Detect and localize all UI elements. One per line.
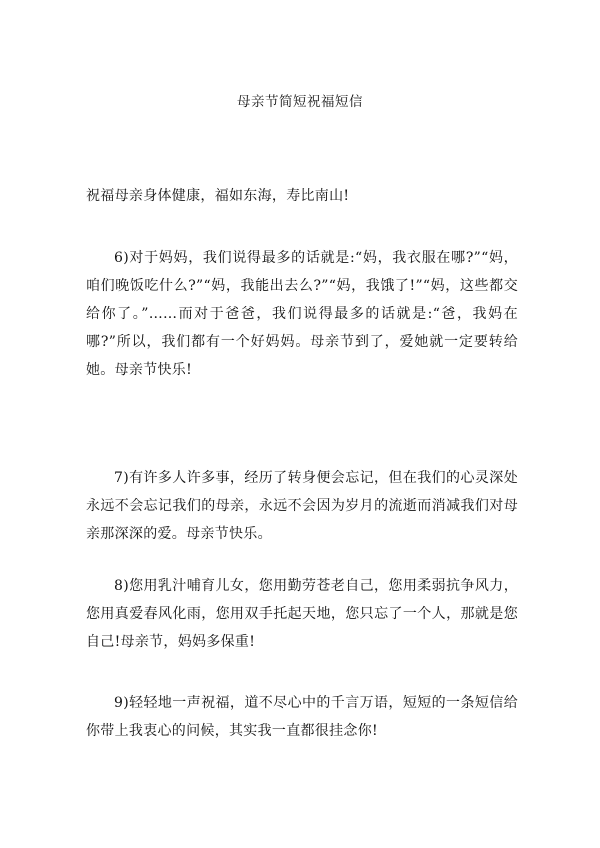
paragraph-9: 9)轻轻地一声祝福，道不尽心中的千言万语，短短的一条短信给你带上我衷心的问候，其实我一直都很挂念你!: [86, 695, 518, 739]
paragraph-8: 8)您用乳汁哺育儿女，您用勤劳苍老自己，您用柔弱抗争风力，您用真爱春风化雨，您用双手托起天地，您只忘了一个人，那就是您自己!母亲节，妈妈多保重!: [86, 578, 518, 650]
paragraph-6: 6)对于妈妈，我们说得最多的话就是:“妈，我衣服在哪?”“妈，咱们晚饭吃什么?”“妈，我能出去么?”“妈，我饿了!”“妈，这些都交给你了。”……而对于爸爸，我们说得最多的话就是:“爸，我妈在哪?”所以，我们都有一个好妈妈。母亲节到了，爱她就一定要转给她。母亲节快乐!: [86, 250, 518, 378]
paragraph-blessing: 祝福母亲身体健康，福如东海，寿比南山!: [86, 188, 350, 204]
document-title: 母亲节简短祝福短信: [237, 94, 363, 110]
paragraph-7: 7)有许多人许多事，经历了转身便会忘记，但在我们的心灵深处永远不会忘记我们的母亲，永远不会因为岁月的流逝而消减我们对母亲那深深的爱。母亲节快乐。: [86, 470, 518, 542]
